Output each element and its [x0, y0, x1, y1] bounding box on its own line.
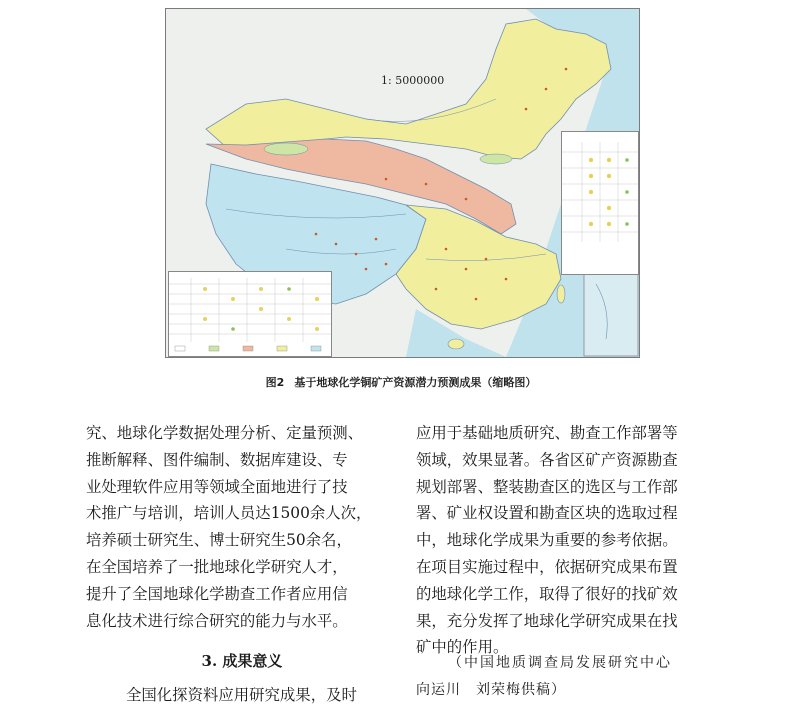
figure-caption-number: 图2: [265, 376, 285, 389]
paragraph-line: 果，充分发挥了地球化学研究成果在找: [416, 611, 678, 630]
province-green-patch: [480, 154, 512, 164]
map-figure: [165, 8, 640, 358]
paragraph-line: 中，地球化学成果为重要的参考依据。: [416, 531, 678, 550]
credit-line: （中国地质调查局发展研究中心: [448, 655, 672, 671]
province-green-patch: [264, 143, 308, 155]
right-column: [416, 420, 721, 698]
paragraph-line: 在全国培养了一批地球化学研究人才，: [86, 557, 348, 576]
paragraph-line: 培养硕士研究生、博士研究生50余名，: [86, 531, 352, 550]
credit-authors: 向运川 刘荣梅供稿）: [416, 682, 566, 698]
paragraph-line: 在项目实施过程中，依据研究成果布置: [416, 557, 678, 576]
paragraph-line: 业处理软件应用等领域全面地进行了技: [86, 477, 348, 496]
paragraph-line: 的地球化学工作，取得了很好的找矿效: [416, 584, 678, 603]
paragraph-line: 提升了全国地球化学勘查工作者应用信: [86, 584, 348, 603]
paragraph-line: 应用于基础地质研究、勘查工作部署等: [416, 424, 678, 442]
paragraph-line: 推断解释、图件编制、数据库建设、专: [86, 450, 348, 469]
figure-caption: [0, 374, 802, 390]
left-column: [86, 420, 398, 704]
paragraph-line: 究、地球化学数据处理分析、定量预测、: [86, 424, 364, 442]
map-scale: 1: 5000000: [381, 74, 445, 87]
island-taiwan: [557, 285, 565, 303]
paragraph-line: 署、矿业权设置和勘查区块的选取过程: [416, 504, 678, 523]
section-heading: 3. 成果意义: [201, 652, 283, 670]
south-sea-inset: [584, 274, 638, 356]
paragraph-line: 矿中的作用。: [416, 638, 509, 657]
paragraph-line: 息化技术进行综合研究的能力与水平。: [86, 611, 348, 630]
paragraph-line: 全国化探资料应用研究成果，及时: [126, 686, 357, 704]
legend-table-grid: [169, 272, 331, 356]
figure-caption-text: 基于地球化学铜矿产资源潜力预测成果（缩略图）: [294, 376, 537, 389]
legend-table-left: [168, 271, 332, 357]
paragraph-line: 领域，效果显著。各省区矿产资源勘查: [416, 450, 678, 469]
legend-table-right: [561, 131, 639, 275]
paragraph-line: 规划部署、整装勘查区的选区与工作部: [416, 477, 678, 496]
paragraph-line: 术推广与培训，培训人员达1500余人次，: [86, 504, 372, 523]
island-hainan: [448, 339, 464, 349]
legend-table-grid: [562, 132, 638, 274]
